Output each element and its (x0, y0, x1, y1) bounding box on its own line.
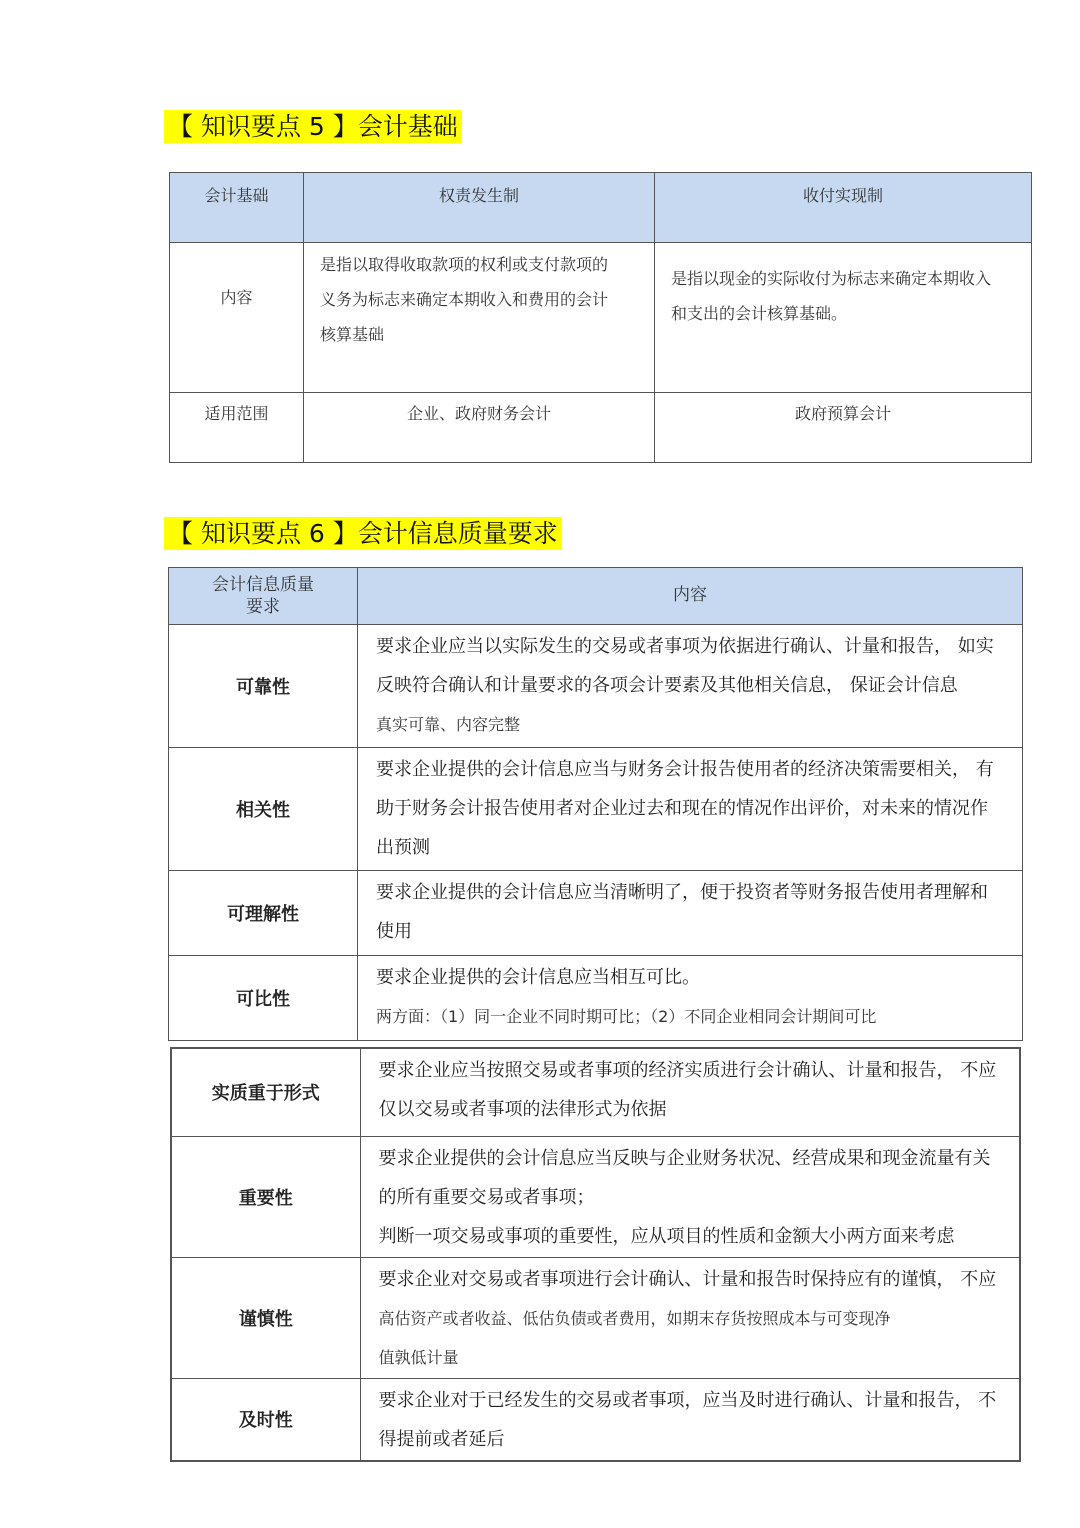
requirement-name: 重要性 (171, 1136, 360, 1257)
requirement-name: 谨慎性 (171, 1257, 360, 1378)
text-line: 反映符合确认和计量要求的各项会计要素及其他相关信息， 保证会计信息 (376, 675, 958, 696)
text-line: 两方面：（1）同一企业不同时期可比；（2）不同企业相同会计期间可比 (376, 1007, 877, 1026)
accrual-content (304, 243, 655, 393)
text-line: 要求企业对于已经发生的交易或者事项，应当及时进行确认、计量和报告， 不 (378, 1389, 997, 1411)
section-heading-5: 【 知识要点 5 】会计基础 (164, 110, 462, 143)
text-line: 助于财务会计报告使用者对企业过去和现在的情况作出评价，对未来的情况作 (376, 798, 988, 819)
requirement-name: 相关性 (169, 748, 358, 871)
text-line: 值孰低计量 (378, 1347, 459, 1367)
text-line: 使用 (376, 921, 412, 942)
requirement-desc (360, 1257, 1020, 1378)
requirement-name: 可靠性 (169, 625, 358, 748)
requirement-name: 可比性 (169, 956, 358, 1041)
text-line: 和支出的会计核算基础。 (671, 304, 848, 323)
text-line: 核算基础 (320, 325, 385, 344)
quality-requirements-table-continued (170, 1047, 1021, 1462)
text-line: 真实可靠、内容完整 (376, 715, 521, 734)
requirement-desc (358, 871, 1023, 956)
text-line: 要求企业应当按照交易或者事项的经济实质进行会计确认、计量和报告， 不应 (378, 1060, 997, 1081)
text-line: 是指以现金的实际收付为标志来确定本期收入 (671, 269, 992, 288)
text-line: 仅以交易或者事项的法律形式为依据 (378, 1099, 667, 1120)
text-line: 判断一项交易或事项的重要性，应从项目的性质和金额大小两方面来考虑 (378, 1225, 955, 1247)
header-accrual-basis: 权责发生制 (304, 173, 655, 243)
text-line: 要求企业应当以实际发生的交易或者事项为依据进行确认、计量和报告， 如实 (376, 636, 994, 657)
text-line: 高估资产或者收益、低估负债或者费用，如期末存货按照成本与可变现净 (378, 1308, 891, 1328)
requirement-name: 可理解性 (169, 871, 358, 956)
quality-requirements-table (168, 567, 1023, 1041)
text-line: 是指以取得收取款项的权利或支付款项的 (320, 255, 609, 274)
text-line: 要求企业提供的会计信息应当反映与企业财务状况、经营成果和现金流量有关 (378, 1147, 991, 1169)
accounting-basis-table (169, 172, 1032, 463)
row-label-scope: 适用范围 (170, 393, 304, 463)
requirement-desc (358, 748, 1023, 871)
text-line: 义务为标志来确定本期收入和费用的会计 (320, 290, 609, 309)
header-content: 内容 (358, 568, 1023, 625)
requirement-name: 及时性 (171, 1378, 360, 1461)
text-line: 要求企业提供的会计信息应当相互可比。 (376, 967, 700, 988)
requirement-desc (360, 1378, 1020, 1461)
text-line: 的所有重要交易或者事项； (378, 1186, 595, 1208)
text-line: 要求企业提供的会计信息应当清晰明了，便于投资者等财务报告使用者理解和 (376, 882, 988, 903)
header-cash-basis: 收付实现制 (655, 173, 1032, 243)
text-line: 要求企业提供的会计信息应当与财务会计报告使用者的经济决策需要相关， 有 (376, 759, 994, 780)
requirement-desc (360, 1048, 1020, 1136)
requirement-desc (358, 956, 1023, 1041)
requirement-name: 实质重于形式 (171, 1048, 360, 1136)
header-requirement: 会计信息质量 要求 (169, 568, 358, 625)
cash-content (655, 243, 1032, 393)
text-line: 出预测 (376, 837, 430, 858)
cash-scope: 政府预算会计 (655, 393, 1032, 463)
header-accounting-basis: 会计基础 (170, 173, 304, 243)
requirement-desc (358, 625, 1023, 748)
section-heading-6: 【 知识要点 6 】会计信息质量要求 (164, 517, 562, 550)
text-line: 要求企业对交易或者事项进行会计确认、计量和报告时保持应有的谨慎， 不应 (378, 1268, 997, 1290)
requirement-desc (360, 1136, 1020, 1257)
text-line: 得提前或者延后 (378, 1428, 505, 1450)
accrual-scope: 企业、政府财务会计 (304, 393, 655, 463)
row-label-content: 内容 (170, 243, 304, 393)
